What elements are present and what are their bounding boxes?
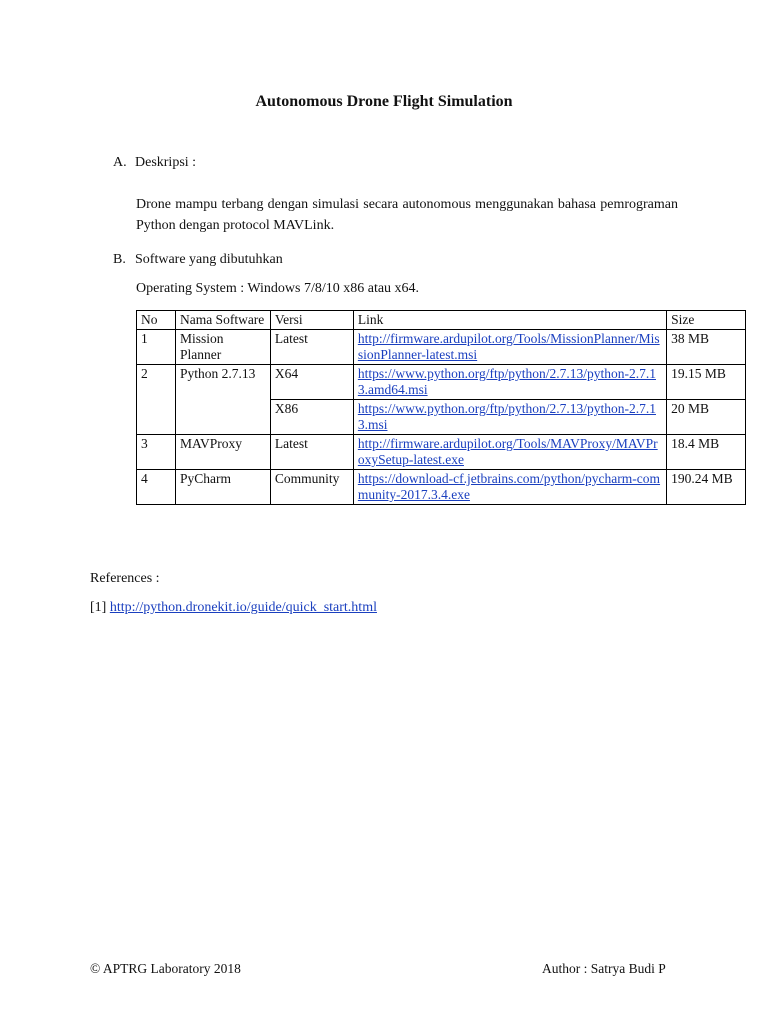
cell-version: Latest [270,330,353,365]
table-row [137,330,746,365]
header-link: Link [353,311,666,330]
section-a-heading [113,155,196,171]
section-b-heading [113,252,283,268]
table-header-row [137,311,746,330]
page-title: Autonomous Drone Flight Simulation [255,93,513,110]
cell-size: 19.15 MB [667,365,746,400]
cell-size: 18.4 MB [667,435,746,470]
cell-link [353,400,666,435]
section-a-label: Deskripsi : [135,155,197,170]
download-link[interactable]: http://firmware.ardupilot.org/Tools/MissionPlanner/MissionPlanner-latest.msi [357,331,660,362]
cell-link [353,435,666,470]
cell-no: 2 [137,365,176,435]
cell-version: X86 [270,400,353,435]
cell-name: MAVProxy [175,435,270,470]
cell-size: 38 MB [667,330,746,365]
download-link[interactable]: https://download-cf.jetbrains.com/python/pycharm-community-2017.3.4.exe [357,471,661,502]
cell-version: Latest [270,435,353,470]
header-no: No [137,311,176,330]
cell-name: Python 2.7.13 [175,365,270,435]
references-label: References : [90,571,160,586]
header-name: Nama Software [175,311,270,330]
cell-link [353,330,666,365]
operating-system-line: Operating System : Windows 7/8/10 x86 atau x64. [136,281,420,296]
reference-index: [1] [90,600,107,615]
cell-link [353,470,666,505]
table-row [137,435,746,470]
reference-link[interactable]: http://python.dronekit.io/guide/quick_start.html [109,600,377,615]
table-row [137,470,746,505]
reference-item [90,600,377,616]
footer-author: Author : Satrya Budi P [542,961,666,976]
software-table [136,310,746,505]
section-b-label: Software yang dibutuhkan [135,252,283,267]
cell-name: PyCharm [175,470,270,505]
cell-size: 190.24 MB [667,470,746,505]
header-version: Versi [270,311,353,330]
cell-version: X64 [270,365,353,400]
section-b-marker: B. [113,252,126,267]
section-a-marker: A. [113,155,127,170]
cell-size: 20 MB [667,400,746,435]
download-link[interactable]: http://firmware.ardupilot.org/Tools/MAVProxy/MAVProxySetup-latest.exe [357,436,658,467]
download-link[interactable]: https://www.python.org/ftp/python/2.7.13/python-2.7.13.amd64.msi [357,366,656,397]
cell-version: Community [270,470,353,505]
cell-name: Mission Planner [175,330,270,365]
footer-copyright: © APTRG Laboratory 2018 [90,961,241,976]
cell-no: 3 [137,435,176,470]
download-link[interactable]: https://www.python.org/ftp/python/2.7.13/python-2.7.13.msi [357,401,656,432]
table-row [137,365,746,400]
cell-no: 4 [137,470,176,505]
cell-no: 1 [137,330,176,365]
cell-link [353,365,666,400]
section-a-description: Drone mampu terbang dengan simulasi secara autonomous menggunakan bahasa pemrograman Python dengan protocol MAVLink. [136,197,678,233]
header-size: Size [667,311,746,330]
